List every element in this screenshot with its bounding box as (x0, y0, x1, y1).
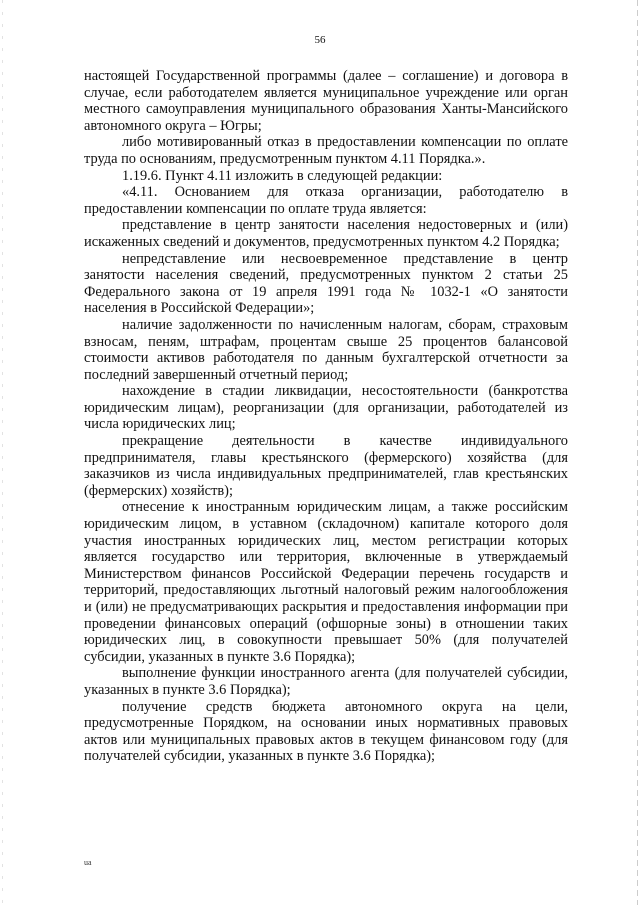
paragraph: настоящей Государственной программы (далее – соглашение) и договора в случае, если работодателем является муниципальное учреждение или орган местного самоуправления муниципального образования Ханты-Мансийского автономного округа – Югры; (84, 68, 568, 134)
paragraph: отнесение к иностранным юридическим лицам, а также российским юридическим лицом, в уставном (складочном) капитале которого доля участия иностранных юридических лиц, местом регистрации которых является государство или территория, включенные в утверждаемый Министерством финансов Российской Федерации перечень государств и территорий, предоставляющих льготный налоговый режим налогообложения и (или) не предусматривающих раскрытия и предоставления информации при проведении финансовых операций (офшорные зоны) в отношении таких юридических лиц, в совокупности превышает 50% (для получателей субсидии, указанных в пункте 3.6 Порядка); (84, 499, 568, 665)
paragraph: выполнение функции иностранного агента (для получателей субсидии, указанных в пункте 3.6 Порядка); (84, 665, 568, 698)
paragraph: представление в центр занятости населения недостоверных и (или) искаженных сведений и документов, предусмотренных пунктом 4.2 Порядка; (84, 217, 568, 250)
paragraph: непредставление или несвоевременное представление в центр занятости населения сведений, предусмотренных пунктом 2 статьи 25 Федерального закона от 19 апреля 1991 года № 1032-1 «О занятости населения в Российской Федерации»; (84, 250, 568, 317)
paragraph: нахождение в стадии ликвидации, несостоятельности (банкротства юридическим лицам), реорганизации (для организации, работодателей из числа юридических лиц; (84, 383, 568, 433)
scan-edge-right (637, 0, 638, 905)
paragraph: либо мотивированный отказ в предоставлении компенсации по оплате труда по основаниям, предусмотренным пунктом 4.11 Порядка.». (84, 134, 568, 167)
page-number: 56 (314, 34, 326, 46)
scan-edge-left (2, 0, 3, 905)
paragraph: наличие задолженности по начисленным налогам, сборам, страховым взносам, пеням, штрафам, процентам свыше 25 процентов балансовой стоимости активов работодателя по данным бухгалтерской отчетности за последний завершенный отчетный период; (84, 316, 568, 383)
paragraph: 1.19.6. Пункт 4.11 изложить в следующей редакции: (122, 167, 443, 184)
paragraph: «4.11. Основанием для отказа организации, работодателю в предоставлении компенсации по оплате труда является: (84, 184, 568, 217)
footer-mark: ua (84, 858, 92, 867)
paragraph: получение средств бюджета автономного округа на цели, предусмотренные Порядком, на основании иных нормативных правовых актов или муниципальных правовых актов в текущем финансовом году (для получателей субсидии, указанных в пункте 3.6 Порядка); (84, 698, 568, 765)
document-body (84, 68, 568, 765)
paragraph: прекращение деятельности в качестве индивидуального предпринимателя, главы крестьянского (фермерского) хозяйства (для заказчиков из числа индивидуальных предпринимателей, глав крестьянских (фермерских) хозяйств); (84, 433, 568, 499)
